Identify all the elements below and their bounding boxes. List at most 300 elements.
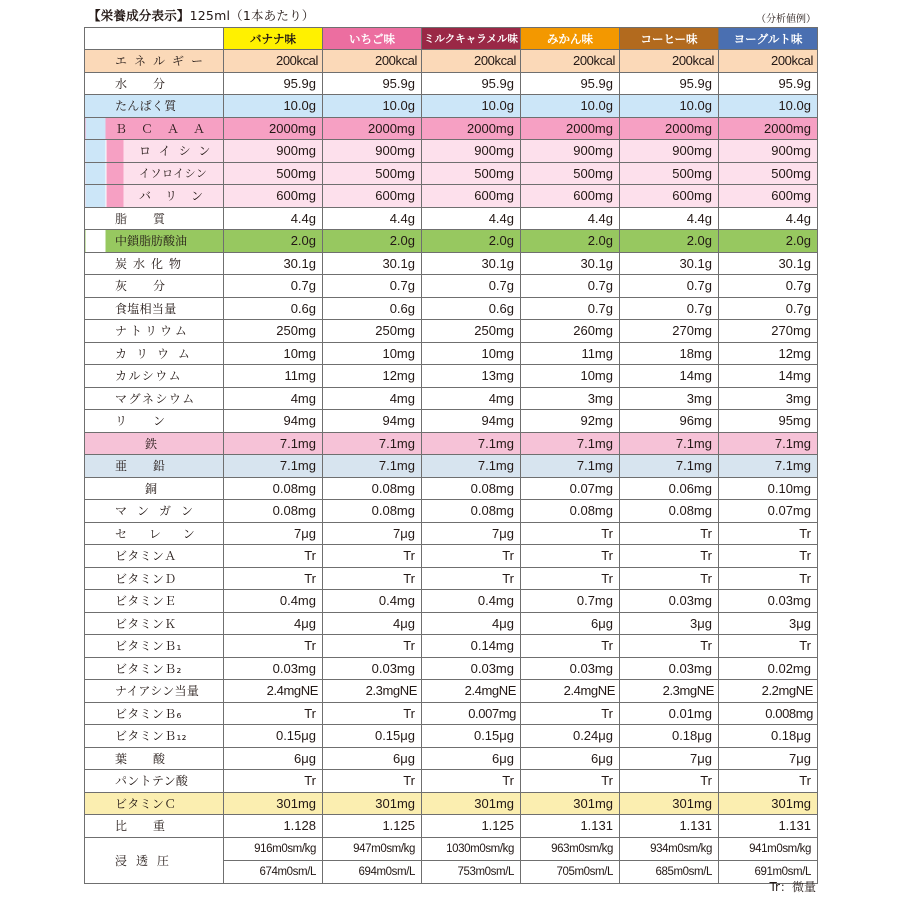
nutrient-value: 941m0sm/kg bbox=[719, 837, 818, 860]
nutrient-value: 0.03mg bbox=[719, 590, 818, 613]
nutrient-value: 0.7g bbox=[521, 275, 620, 298]
nutrient-value: 2000mg bbox=[224, 117, 323, 140]
nutrient-value: 0.15μg bbox=[422, 725, 521, 748]
nutrient-value: Tr bbox=[422, 567, 521, 590]
nutrient-value: 30.1g bbox=[620, 252, 719, 275]
nutrient-value: 0.03mg bbox=[620, 590, 719, 613]
nutrient-value: 0.4mg bbox=[422, 590, 521, 613]
title-sub: 125ml（1本あたり） bbox=[189, 8, 315, 23]
nutrient-value: 500mg bbox=[422, 162, 521, 185]
nutrient-value: 500mg bbox=[521, 162, 620, 185]
nutrient-value: 2000mg bbox=[323, 117, 422, 140]
nutrient-value: 7.1mg bbox=[521, 455, 620, 478]
nutrient-value: 3mg bbox=[719, 387, 818, 410]
nutrient-value: 934m0sm/kg bbox=[620, 837, 719, 860]
nutrient-value: 30.1g bbox=[521, 252, 620, 275]
nutrient-label: 比重 bbox=[85, 815, 224, 838]
nutrient-value: 1030m0sm/kg bbox=[422, 837, 521, 860]
nutrient-value: 0.07mg bbox=[521, 477, 620, 500]
nutrient-value: 0.15μg bbox=[323, 725, 422, 748]
nutrient-value: 4μg bbox=[224, 612, 323, 635]
nutrient-label: ロイシン bbox=[85, 140, 224, 163]
nutrient-label: 銅 bbox=[85, 477, 224, 500]
nutrient-value: 0.14mg bbox=[422, 635, 521, 658]
nutrient-value: 4.4g bbox=[422, 207, 521, 230]
nutrient-value: 13mg bbox=[422, 365, 521, 388]
nutrient-value: 4μg bbox=[422, 612, 521, 635]
nutrient-value: Tr bbox=[620, 770, 719, 793]
nutrient-value: 94mg bbox=[224, 410, 323, 433]
nutrient-value: 6μg bbox=[422, 747, 521, 770]
nutrient-value: Tr bbox=[719, 567, 818, 590]
nutrient-label: ビタミンＣ bbox=[85, 792, 224, 815]
nutrition-table bbox=[84, 27, 818, 884]
nutrient-value: 900mg bbox=[323, 140, 422, 163]
nutrient-label: パントテン酸 bbox=[85, 770, 224, 793]
nutrient-value: 7.1mg bbox=[620, 432, 719, 455]
nutrient-value: 2.0g bbox=[620, 230, 719, 253]
nutrient-value: 0.007mg bbox=[422, 702, 521, 725]
table-title bbox=[88, 6, 314, 24]
nutrient-value: 30.1g bbox=[422, 252, 521, 275]
nutrient-value: Tr bbox=[422, 545, 521, 568]
nutrient-row-vitc bbox=[85, 792, 818, 815]
nutrient-value: 0.03mg bbox=[323, 657, 422, 680]
nutrient-value: 0.7g bbox=[719, 297, 818, 320]
nutrient-value: 95.9g bbox=[620, 72, 719, 95]
nutrient-value: 0.4mg bbox=[224, 590, 323, 613]
nutrient-value: Tr bbox=[224, 702, 323, 725]
nutrient-value: 10.0g bbox=[224, 95, 323, 118]
nutrient-row-protein bbox=[85, 95, 818, 118]
nutrient-value: 94mg bbox=[422, 410, 521, 433]
nutrient-value: 200kcal bbox=[719, 50, 818, 73]
nutrient-value: 10mg bbox=[224, 342, 323, 365]
nutrient-value: 10mg bbox=[521, 365, 620, 388]
nutrient-value: 4mg bbox=[422, 387, 521, 410]
nutrient-value: 0.08mg bbox=[224, 477, 323, 500]
nutrient-value: 6μg bbox=[521, 747, 620, 770]
nutrient-row-copper bbox=[85, 477, 818, 500]
nutrient-row-sodium bbox=[85, 320, 818, 343]
nutrient-label: 水分 bbox=[85, 72, 224, 95]
nutrient-value: 3μg bbox=[620, 612, 719, 635]
nutrient-label: イソロイシン bbox=[85, 162, 224, 185]
nutrient-label: ビタミンＢ₂ bbox=[85, 657, 224, 680]
nutrient-label: ビタミンＢ₆ bbox=[85, 702, 224, 725]
nutrient-value: 301mg bbox=[521, 792, 620, 815]
nutrient-value: 94mg bbox=[323, 410, 422, 433]
nutrient-value: Tr bbox=[521, 522, 620, 545]
nutrient-value: 916m0sm/kg bbox=[224, 837, 323, 860]
nutrient-value: 2.3mgNE bbox=[323, 680, 422, 703]
nutrient-value: 7.1mg bbox=[224, 455, 323, 478]
nutrient-value: 6μg bbox=[323, 747, 422, 770]
nutrient-row-niacin bbox=[85, 680, 818, 703]
nutrient-value: Tr bbox=[719, 770, 818, 793]
nutrient-row-energy bbox=[85, 50, 818, 73]
nutrient-row-isoleucine bbox=[85, 162, 818, 185]
nutrient-label: エネルギー bbox=[85, 50, 224, 73]
nutrient-row-vite bbox=[85, 590, 818, 613]
nutrient-value: 2000mg bbox=[422, 117, 521, 140]
nutrient-value: 0.4mg bbox=[323, 590, 422, 613]
nutrient-value: 95.9g bbox=[224, 72, 323, 95]
nutrient-value: 2000mg bbox=[719, 117, 818, 140]
nutrient-row-pantothenic bbox=[85, 770, 818, 793]
nutrient-value: Tr bbox=[323, 702, 422, 725]
nutrient-value: 2.0g bbox=[422, 230, 521, 253]
nutrient-label: バリン bbox=[85, 185, 224, 208]
nutrient-value: Tr bbox=[224, 567, 323, 590]
nutrient-value: 0.08mg bbox=[521, 500, 620, 523]
nutrient-value: 7μg bbox=[620, 747, 719, 770]
nutrient-value: 500mg bbox=[323, 162, 422, 185]
nutrient-value: 0.18μg bbox=[719, 725, 818, 748]
nutrient-value: 4μg bbox=[323, 612, 422, 635]
nutrient-row-valine bbox=[85, 185, 818, 208]
nutrient-value: 900mg bbox=[719, 140, 818, 163]
nutrient-label: 脂質 bbox=[85, 207, 224, 230]
nutrient-value: 260mg bbox=[521, 320, 620, 343]
nutrient-value: 4.4g bbox=[620, 207, 719, 230]
nutrient-value: Tr bbox=[719, 522, 818, 545]
nutrient-value: 1.131 bbox=[719, 815, 818, 838]
nutrient-value: 0.03mg bbox=[521, 657, 620, 680]
nutrient-value: 600mg bbox=[521, 185, 620, 208]
nutrient-value: 95.9g bbox=[719, 72, 818, 95]
nutrient-label: 灰分 bbox=[85, 275, 224, 298]
nutrient-row-vitb6 bbox=[85, 702, 818, 725]
nutrient-value: 3mg bbox=[620, 387, 719, 410]
nutrient-value: 6μg bbox=[224, 747, 323, 770]
nutrient-value: 4mg bbox=[224, 387, 323, 410]
nutrient-row-vitb12 bbox=[85, 725, 818, 748]
nutrient-value: 705m0sm/L bbox=[521, 860, 620, 883]
nutrient-row-vitd bbox=[85, 567, 818, 590]
nutrient-value: 2.4mgNE bbox=[521, 680, 620, 703]
nutrient-value: 4.4g bbox=[521, 207, 620, 230]
nutrient-label: ビタミンＡ bbox=[85, 545, 224, 568]
nutrient-row-folate bbox=[85, 747, 818, 770]
nutrient-label: ナトリウム bbox=[85, 320, 224, 343]
nutrient-value: 0.08mg bbox=[323, 500, 422, 523]
nutrient-label: ビタミンＢ₁₂ bbox=[85, 725, 224, 748]
nutrient-value: 14mg bbox=[719, 365, 818, 388]
nutrient-label: ビタミンＥ bbox=[85, 590, 224, 613]
nutrient-value: 0.10mg bbox=[719, 477, 818, 500]
nutrient-value: 0.008mg bbox=[719, 702, 818, 725]
nutrient-value: Tr bbox=[620, 545, 719, 568]
nutrient-value: 11mg bbox=[521, 342, 620, 365]
nutrient-label: ビタミンＫ bbox=[85, 612, 224, 635]
nutrient-value: 7.1mg bbox=[323, 455, 422, 478]
nutrient-row-gravity bbox=[85, 815, 818, 838]
nutrient-value: 0.07mg bbox=[719, 500, 818, 523]
nutrient-value: 7.1mg bbox=[422, 432, 521, 455]
nutrient-value: 0.03mg bbox=[620, 657, 719, 680]
nutrient-value: 900mg bbox=[521, 140, 620, 163]
nutrient-value: 7.1mg bbox=[521, 432, 620, 455]
nutrient-value: 1.131 bbox=[521, 815, 620, 838]
nutrient-value: 694m0sm/L bbox=[323, 860, 422, 883]
nutrient-value: 500mg bbox=[719, 162, 818, 185]
nutrient-value: 963m0sm/kg bbox=[521, 837, 620, 860]
nutrient-row-potassium bbox=[85, 342, 818, 365]
nutrient-value: 7μg bbox=[719, 747, 818, 770]
nutrient-value: 2000mg bbox=[620, 117, 719, 140]
footnote: Tr：微量 bbox=[769, 880, 816, 894]
nutrient-value: 3mg bbox=[521, 387, 620, 410]
nutrient-value: 7.1mg bbox=[620, 455, 719, 478]
nutrient-value: 11mg bbox=[224, 365, 323, 388]
nutrient-value: 753m0sm/L bbox=[422, 860, 521, 883]
nutrient-value: 7.1mg bbox=[422, 455, 521, 478]
nutrient-value: Tr bbox=[323, 770, 422, 793]
nutrient-value: 0.7g bbox=[224, 275, 323, 298]
nutrient-value: Tr bbox=[224, 545, 323, 568]
nutrient-label: カルシウム bbox=[85, 365, 224, 388]
nutrient-value: 0.7g bbox=[422, 275, 521, 298]
nutrient-value: 301mg bbox=[323, 792, 422, 815]
nutrient-value: 947m0sm/kg bbox=[323, 837, 422, 860]
nutrient-value: 10.0g bbox=[323, 95, 422, 118]
nutrient-value: 14mg bbox=[620, 365, 719, 388]
nutrient-value: 92mg bbox=[521, 410, 620, 433]
nutrient-value: 7μg bbox=[323, 522, 422, 545]
nutrient-label: マンガン bbox=[85, 500, 224, 523]
nutrient-value: 95.9g bbox=[323, 72, 422, 95]
nutrient-row-vitb1 bbox=[85, 635, 818, 658]
nutrient-value: 3μg bbox=[719, 612, 818, 635]
nutrient-value: 685m0sm/L bbox=[620, 860, 719, 883]
nutrient-row-manganese bbox=[85, 500, 818, 523]
nutrient-value: Tr bbox=[620, 567, 719, 590]
nutrient-row-water bbox=[85, 72, 818, 95]
nutrient-value: 0.03mg bbox=[224, 657, 323, 680]
nutrient-value: 0.7g bbox=[719, 275, 818, 298]
nutrient-row-bcaa bbox=[85, 117, 818, 140]
nutrient-value: 1.131 bbox=[620, 815, 719, 838]
nutrient-value: 6μg bbox=[521, 612, 620, 635]
nutrient-value: 600mg bbox=[422, 185, 521, 208]
nutrient-row-phosphorus bbox=[85, 410, 818, 433]
flavor-header: コーヒー味 bbox=[620, 28, 719, 50]
nutrient-value: 0.18μg bbox=[620, 725, 719, 748]
nutrient-value: 10.0g bbox=[422, 95, 521, 118]
nutrient-label: ビタミンＢ₁ bbox=[85, 635, 224, 658]
nutrient-value: 10.0g bbox=[521, 95, 620, 118]
nutrient-value: 0.6g bbox=[422, 297, 521, 320]
nutrient-row-ash bbox=[85, 275, 818, 298]
nutrient-value: 18mg bbox=[620, 342, 719, 365]
nutrient-row-leucine bbox=[85, 140, 818, 163]
nutrient-value: 10.0g bbox=[620, 95, 719, 118]
nutrient-value: 7.1mg bbox=[719, 455, 818, 478]
nutrient-value: 2000mg bbox=[521, 117, 620, 140]
nutrient-label: ビタミンＤ bbox=[85, 567, 224, 590]
nutrient-row-vitk bbox=[85, 612, 818, 635]
nutrient-value: 200kcal bbox=[620, 50, 719, 73]
nutrient-value: 0.08mg bbox=[422, 500, 521, 523]
nutrient-value: 270mg bbox=[719, 320, 818, 343]
nutrient-value: 0.6g bbox=[224, 297, 323, 320]
nutrient-row-osmolality-kg bbox=[85, 837, 818, 860]
nutrient-value: 600mg bbox=[719, 185, 818, 208]
nutrient-value: Tr bbox=[224, 770, 323, 793]
nutrient-value: 10mg bbox=[422, 342, 521, 365]
nutrient-value: 0.02mg bbox=[719, 657, 818, 680]
nutrient-value: 95mg bbox=[719, 410, 818, 433]
nutrient-value: 7.1mg bbox=[719, 432, 818, 455]
nutrient-value: 0.08mg bbox=[422, 477, 521, 500]
nutrient-value: 7.1mg bbox=[323, 432, 422, 455]
nutrient-label: 食塩相当量 bbox=[85, 297, 224, 320]
nutrient-value: 0.03mg bbox=[422, 657, 521, 680]
nutrient-value: 200kcal bbox=[224, 50, 323, 73]
nutrient-value: 0.7mg bbox=[521, 590, 620, 613]
nutrient-value: 301mg bbox=[719, 792, 818, 815]
nutrient-value: Tr bbox=[719, 545, 818, 568]
nutrient-value: 0.01mg bbox=[620, 702, 719, 725]
nutrient-value: 30.1g bbox=[323, 252, 422, 275]
flavor-header: バナナ味 bbox=[224, 28, 323, 50]
nutrient-label: 炭水化物 bbox=[85, 252, 224, 275]
nutrient-value: Tr bbox=[719, 635, 818, 658]
nutrient-value: 2.0g bbox=[323, 230, 422, 253]
title-bracket: 【栄養成分表示】 bbox=[88, 8, 190, 23]
nutrient-row-vita bbox=[85, 545, 818, 568]
nutrient-value: 1.125 bbox=[422, 815, 521, 838]
nutrient-value: 200kcal bbox=[323, 50, 422, 73]
nutrient-value: 900mg bbox=[224, 140, 323, 163]
nutrient-value: Tr bbox=[620, 635, 719, 658]
nutrient-value: Tr bbox=[521, 567, 620, 590]
nutrient-value: 7.1mg bbox=[224, 432, 323, 455]
nutrient-value: 0.7g bbox=[620, 297, 719, 320]
nutrient-value: Tr bbox=[521, 545, 620, 568]
nutrient-row-vitb2 bbox=[85, 657, 818, 680]
nutrient-value: 0.08mg bbox=[323, 477, 422, 500]
nutrient-value: 301mg bbox=[422, 792, 521, 815]
nutrient-row-magnesium bbox=[85, 387, 818, 410]
nutrient-value: 270mg bbox=[620, 320, 719, 343]
nutrient-value: 0.08mg bbox=[224, 500, 323, 523]
nutrient-value: 12mg bbox=[323, 365, 422, 388]
nutrient-label: たんぱく質 bbox=[85, 95, 224, 118]
nutrient-value: Tr bbox=[323, 635, 422, 658]
nutrient-value: 0.6g bbox=[323, 297, 422, 320]
nutrient-label: 亜鉛 bbox=[85, 455, 224, 478]
nutrient-row-iron bbox=[85, 432, 818, 455]
nutrient-value: 2.2mgNE bbox=[719, 680, 818, 703]
nutrient-value: 10mg bbox=[323, 342, 422, 365]
nutrient-row-carb bbox=[85, 252, 818, 275]
nutrient-value: Tr bbox=[521, 702, 620, 725]
nutrient-value: 200kcal bbox=[422, 50, 521, 73]
nutrient-value: 7μg bbox=[422, 522, 521, 545]
flavor-header: みかん味 bbox=[521, 28, 620, 50]
nutrient-value: 600mg bbox=[620, 185, 719, 208]
nutrient-label: リン bbox=[85, 410, 224, 433]
nutrient-label: マグネシウム bbox=[85, 387, 224, 410]
nutrient-value: 0.7g bbox=[521, 297, 620, 320]
nutrient-value: 200kcal bbox=[521, 50, 620, 73]
nutrient-value: 250mg bbox=[224, 320, 323, 343]
nutrient-value: 0.7g bbox=[323, 275, 422, 298]
nutrient-label: 鉄 bbox=[85, 432, 224, 455]
nutrient-label: ナイアシン当量 bbox=[85, 680, 224, 703]
nutrient-value: 250mg bbox=[422, 320, 521, 343]
nutrient-row-mct bbox=[85, 230, 818, 253]
nutrient-label: 中鎖脂肪酸油 bbox=[85, 230, 224, 253]
nutrient-value: Tr bbox=[224, 635, 323, 658]
nutrient-label: カリウム bbox=[85, 342, 224, 365]
nutrient-value: 301mg bbox=[620, 792, 719, 815]
nutrient-row-fat bbox=[85, 207, 818, 230]
nutrient-value: 2.0g bbox=[719, 230, 818, 253]
nutrient-value: 900mg bbox=[620, 140, 719, 163]
nutrient-value: 4.4g bbox=[323, 207, 422, 230]
nutrient-value: 0.08mg bbox=[620, 500, 719, 523]
flavor-header: いちご味 bbox=[323, 28, 422, 50]
nutrient-value: 691m0sm/L bbox=[719, 860, 818, 883]
nutrient-value: 301mg bbox=[224, 792, 323, 815]
nutrient-value: 674m0sm/L bbox=[224, 860, 323, 883]
nutrient-value: Tr bbox=[323, 567, 422, 590]
nutrient-value: 250mg bbox=[323, 320, 422, 343]
nutrient-row-calcium bbox=[85, 365, 818, 388]
nutrient-value: 2.0g bbox=[521, 230, 620, 253]
nutrient-value: 4.4g bbox=[719, 207, 818, 230]
nutrient-value: 1.128 bbox=[224, 815, 323, 838]
nutrient-value: 2.3mgNE bbox=[620, 680, 719, 703]
nutrient-value: 500mg bbox=[224, 162, 323, 185]
flavor-header: ヨーグルト味 bbox=[719, 28, 818, 50]
nutrient-value: Tr bbox=[323, 545, 422, 568]
nutrient-row-zinc bbox=[85, 455, 818, 478]
nutrient-value: 600mg bbox=[323, 185, 422, 208]
nutrient-value: 600mg bbox=[224, 185, 323, 208]
nutrient-label: 浸透圧 bbox=[85, 837, 224, 883]
nutrient-label: セレン bbox=[85, 522, 224, 545]
header-corner bbox=[85, 28, 224, 50]
nutrient-value: 1.125 bbox=[323, 815, 422, 838]
nutrient-value: 30.1g bbox=[224, 252, 323, 275]
nutrient-value: 2.4mgNE bbox=[224, 680, 323, 703]
nutrient-value: 0.7g bbox=[620, 275, 719, 298]
nutrient-value: 4.4g bbox=[224, 207, 323, 230]
nutrient-value: 30.1g bbox=[719, 252, 818, 275]
nutrient-value: 95.9g bbox=[422, 72, 521, 95]
flavor-header: ミルクキャラメル味 bbox=[422, 28, 521, 50]
nutrient-value: 500mg bbox=[620, 162, 719, 185]
header-row bbox=[85, 28, 818, 50]
nutrient-value: 2.0g bbox=[224, 230, 323, 253]
nutrient-value: Tr bbox=[422, 770, 521, 793]
analysis-note: （分析値例） bbox=[756, 14, 816, 25]
nutrient-value: 12mg bbox=[719, 342, 818, 365]
nutrient-value: 95.9g bbox=[521, 72, 620, 95]
nutrient-label: 葉酸 bbox=[85, 747, 224, 770]
nutrient-value: 0.24μg bbox=[521, 725, 620, 748]
nutrient-row-selenium bbox=[85, 522, 818, 545]
nutrient-value: Tr bbox=[521, 770, 620, 793]
nutrient-value: 2.4mgNE bbox=[422, 680, 521, 703]
nutrient-value: 7μg bbox=[224, 522, 323, 545]
nutrient-value: 96mg bbox=[620, 410, 719, 433]
nutrient-value: 4mg bbox=[323, 387, 422, 410]
